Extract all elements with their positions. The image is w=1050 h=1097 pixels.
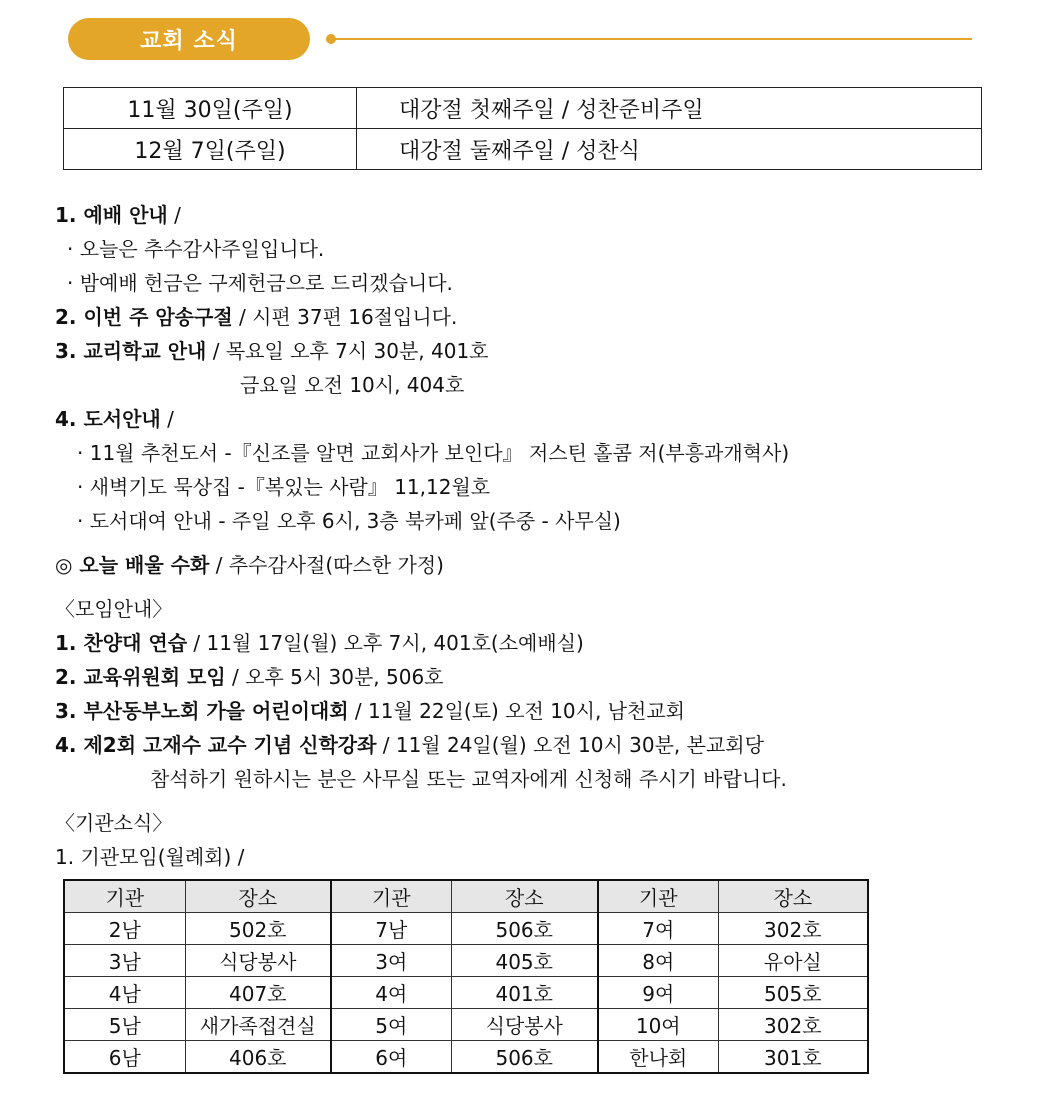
meetings-heading: 〈모임안내〉 (55, 597, 173, 621)
worship-heading: 1. 예배 안내 / (55, 203, 181, 227)
desc-cell: 대강절 둘째주일 / 성찬식 (357, 129, 982, 170)
column-header: 기관 (598, 880, 718, 913)
table-cell: 405호 (451, 945, 598, 977)
table-cell: 406호 (185, 1041, 331, 1074)
table-cell: 7여 (598, 913, 718, 945)
table-row (64, 913, 868, 945)
table-cell: 3남 (64, 945, 185, 977)
table-cell: 6남 (64, 1041, 185, 1074)
table-cell: 301호 (718, 1041, 868, 1074)
worship-item: · 밤예배 헌금은 구제헌금으로 드리겠습니다. (67, 271, 453, 295)
table-cell: 505호 (718, 977, 868, 1009)
table-row (64, 945, 868, 977)
table-cell: 유아실 (718, 945, 868, 977)
meeting-item: 2. 교육위원회 모임 / 오후 5시 30분, 506호 (55, 665, 444, 689)
table-cell: 3여 (331, 945, 451, 977)
table-cell: 2남 (64, 913, 185, 945)
orgs-sub: 1. 기관모임(월례회) / (55, 845, 245, 869)
table-cell: 7남 (331, 913, 451, 945)
memory-verse: 2. 이번 주 암송구절 / 시편 37편 16절입니다. (55, 305, 458, 329)
table-cell: 6여 (331, 1041, 451, 1074)
meeting-item: 3. 부산동부노회 가을 어린이대회 / 11월 22일(토) 오전 10시, 남천교회 (55, 699, 685, 723)
table-cell: 4남 (64, 977, 185, 1009)
table-cell: 302호 (718, 913, 868, 945)
table-cell: 한나회 (598, 1041, 718, 1074)
catechism-school: 3. 교리학교 안내 / 목요일 오후 7시 30분, 401호 (55, 339, 489, 363)
table-cell: 5남 (64, 1009, 185, 1041)
table-cell: 302호 (718, 1009, 868, 1041)
bulletin-body (55, 198, 1015, 874)
orgs-heading: 〈기관소식〉 (55, 811, 173, 835)
table-cell: 8여 (598, 945, 718, 977)
date-cell: 11월 30일(주일) (64, 88, 357, 129)
table-cell: 9여 (598, 977, 718, 1009)
sign-language: ◎ 오늘 배울 수화 / 추수감사절(따스한 가정) (55, 553, 444, 577)
orgs-table (63, 879, 869, 1074)
table-cell: 10여 (598, 1009, 718, 1041)
desc-cell: 대강절 첫째주일 / 성찬준비주일 (357, 88, 982, 129)
table-cell: 502호 (185, 913, 331, 945)
book-item: · 11월 추천도서 -『신조를 알면 교회사가 보인다』 저스틴 홀콤 저(부흥과개혁사) (77, 441, 790, 465)
table-row (64, 88, 982, 129)
section-header (68, 18, 973, 62)
catechism-school-2: 금요일 오전 10시, 404호 (240, 373, 465, 397)
table-cell: 4여 (331, 977, 451, 1009)
column-header: 기관 (64, 880, 185, 913)
dates-table (63, 87, 982, 170)
table-cell: 5여 (331, 1009, 451, 1041)
table-row (64, 1009, 868, 1041)
column-header: 장소 (185, 880, 331, 913)
column-header: 장소 (718, 880, 868, 913)
table-row (64, 129, 982, 170)
meeting-note: 참석하기 원하시는 분은 사무실 또는 교역자에게 신청해 주시기 바랍니다. (150, 767, 787, 791)
table-cell: 506호 (451, 1041, 598, 1074)
rule-line (334, 38, 972, 40)
meeting-item: 1. 찬양대 연습 / 11월 17일(월) 오후 7시, 401호(소예배실) (55, 631, 584, 655)
books-heading: 4. 도서안내 / (55, 407, 174, 431)
table-cell: 식당봉사 (185, 945, 331, 977)
table-row (64, 977, 868, 1009)
section-title: 교회 소식 (68, 18, 310, 60)
worship-item: · 오늘은 추수감사주일입니다. (67, 237, 325, 261)
table-cell: 식당봉사 (451, 1009, 598, 1041)
table-cell: 407호 (185, 977, 331, 1009)
column-header: 기관 (331, 880, 451, 913)
table-row (64, 1041, 868, 1074)
table-header-row (64, 880, 868, 913)
table-cell: 401호 (451, 977, 598, 1009)
table-cell: 새가족접견실 (185, 1009, 331, 1041)
date-cell: 12월 7일(주일) (64, 129, 357, 170)
meeting-item: 4. 제2회 고재수 교수 기념 신학강좌 / 11월 24일(월) 오전 10시 30분, 본교회당 (55, 733, 764, 757)
table-cell: 506호 (451, 913, 598, 945)
book-item: · 도서대여 안내 - 주일 오후 6시, 3층 북카페 앞(주중 - 사무실) (77, 509, 621, 533)
column-header: 장소 (451, 880, 598, 913)
book-item: · 새벽기도 묵상집 -『복있는 사람』 11,12월호 (77, 475, 491, 499)
